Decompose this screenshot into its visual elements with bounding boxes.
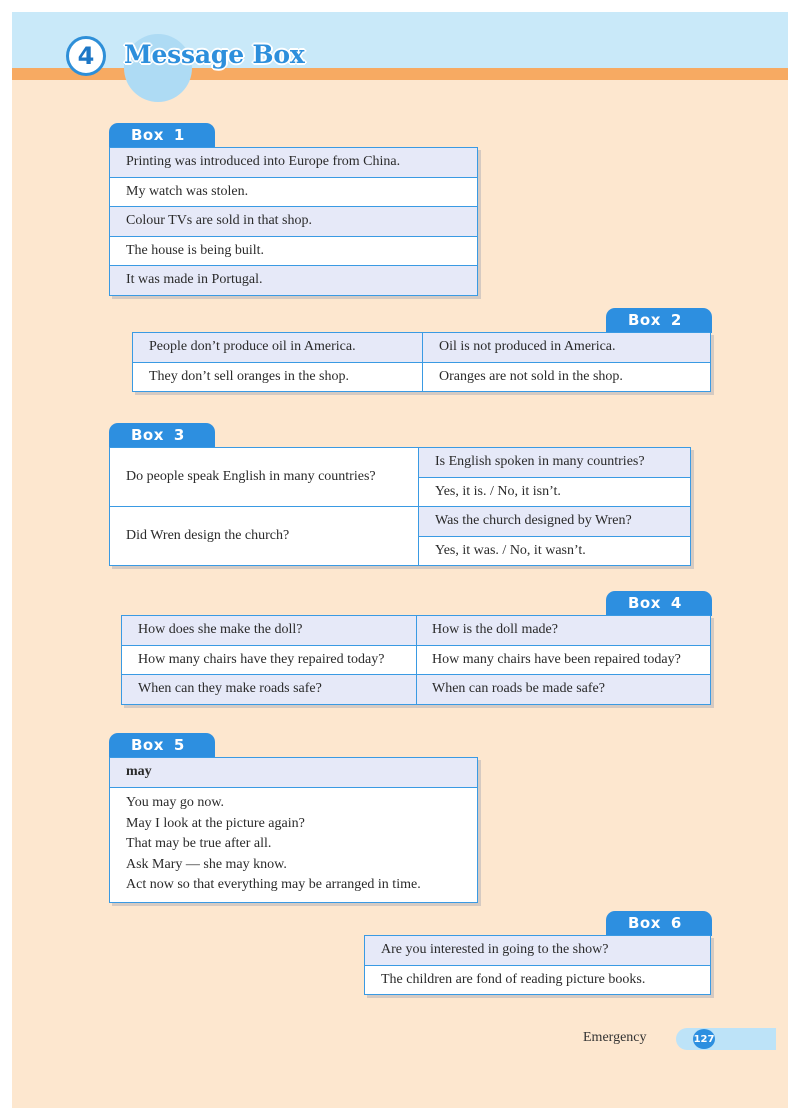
- section-title: Message Box: [124, 40, 305, 69]
- box-3-answer-2: Yes, it was. / No, it wasn’t.: [419, 536, 691, 566]
- table-row: [110, 758, 478, 788]
- box-1-table: [109, 147, 478, 296]
- table-row: [365, 936, 711, 966]
- box-5-examples: [110, 787, 478, 902]
- box-3-tab: Box 3: [109, 423, 215, 448]
- box-1-row-3: Colour TVs are sold in that shop.: [110, 207, 478, 237]
- box-4-passive-3: When can roads be made safe?: [417, 675, 711, 705]
- box-4-table: [121, 615, 711, 705]
- box-4-active-2: How many chairs have they repaired today?: [122, 645, 417, 675]
- table-row: [133, 362, 711, 392]
- box-2-active-2: They don’t sell oranges in the shop.: [133, 362, 423, 392]
- box-1-row-1: Printing was introduced into Europe from China.: [110, 148, 478, 178]
- box-4: [121, 591, 712, 709]
- box-5-table: [109, 757, 478, 903]
- box-5-heading: may: [110, 758, 478, 788]
- box-2-tab: Box 2: [606, 308, 712, 333]
- box-4-passive-2: How many chairs have been repaired today?: [417, 645, 711, 675]
- section-number-badge: 4: [66, 36, 106, 76]
- box-3-passive-1: Is English spoken in many countries?: [419, 448, 691, 478]
- box-1-row-5: It was made in Portugal.: [110, 266, 478, 296]
- table-row: [110, 236, 478, 266]
- box-3-passive-2: Was the church designed by Wren?: [419, 507, 691, 537]
- box-3: [109, 423, 692, 571]
- box-3-answer-1: Yes, it is. / No, it isn’t.: [419, 477, 691, 507]
- table-row: [110, 266, 478, 296]
- table-row: [365, 965, 711, 995]
- box-1-tab: Box 1: [109, 123, 215, 148]
- table-row: [110, 507, 691, 537]
- table-row: [110, 177, 478, 207]
- box-3-question-1: Do people speak English in many countries?: [110, 448, 419, 507]
- box-6-row-1: Are you interested in going to the show?: [365, 936, 711, 966]
- box-2: [132, 308, 712, 398]
- box-6-row-2: The children are fond of reading picture books.: [365, 965, 711, 995]
- box-5: [109, 733, 479, 909]
- box-4-active-1: How does she make the doll?: [122, 616, 417, 646]
- box-5-line-3: That may be true after all.: [126, 836, 272, 852]
- box-1-row-4: The house is being built.: [110, 236, 478, 266]
- box-4-tab: Box 4: [606, 591, 712, 616]
- footer-unit-title: Emergency: [583, 1030, 647, 1045]
- table-row: [122, 645, 711, 675]
- box-2-passive-2: Oranges are not sold in the shop.: [423, 362, 711, 392]
- box-4-active-3: When can they make roads safe?: [122, 675, 417, 705]
- table-row: [110, 207, 478, 237]
- page-number-pill: [676, 1028, 776, 1050]
- box-1-row-2: My watch was stolen.: [110, 177, 478, 207]
- table-row: [110, 148, 478, 178]
- table-row: [133, 333, 711, 363]
- box-6-table: [364, 935, 711, 995]
- box-3-table: [109, 447, 691, 566]
- box-5-tab: Box 5: [109, 733, 215, 758]
- box-2-table: [132, 332, 711, 392]
- box-6-tab: Box 6: [606, 911, 712, 936]
- page-number: 127: [693, 1029, 715, 1049]
- box-6: [364, 911, 712, 1001]
- box-5-line-4: Ask Mary — she may know.: [126, 856, 287, 872]
- box-5-line-1: You may go now.: [126, 795, 225, 811]
- box-4-passive-1: How is the doll made?: [417, 616, 711, 646]
- box-1: [109, 123, 479, 299]
- box-2-passive-1: Oil is not produced in America.: [423, 333, 711, 363]
- table-row: [110, 448, 691, 478]
- table-row: [122, 675, 711, 705]
- box-5-line-5: Act now so that everything may be arranged in time.: [126, 877, 421, 893]
- box-2-active-1: People don’t produce oil in America.: [133, 333, 423, 363]
- box-3-question-2: Did Wren design the church?: [110, 507, 419, 566]
- table-row: [122, 616, 711, 646]
- table-row: [110, 787, 478, 902]
- box-5-line-2: May I look at the picture again?: [126, 815, 305, 831]
